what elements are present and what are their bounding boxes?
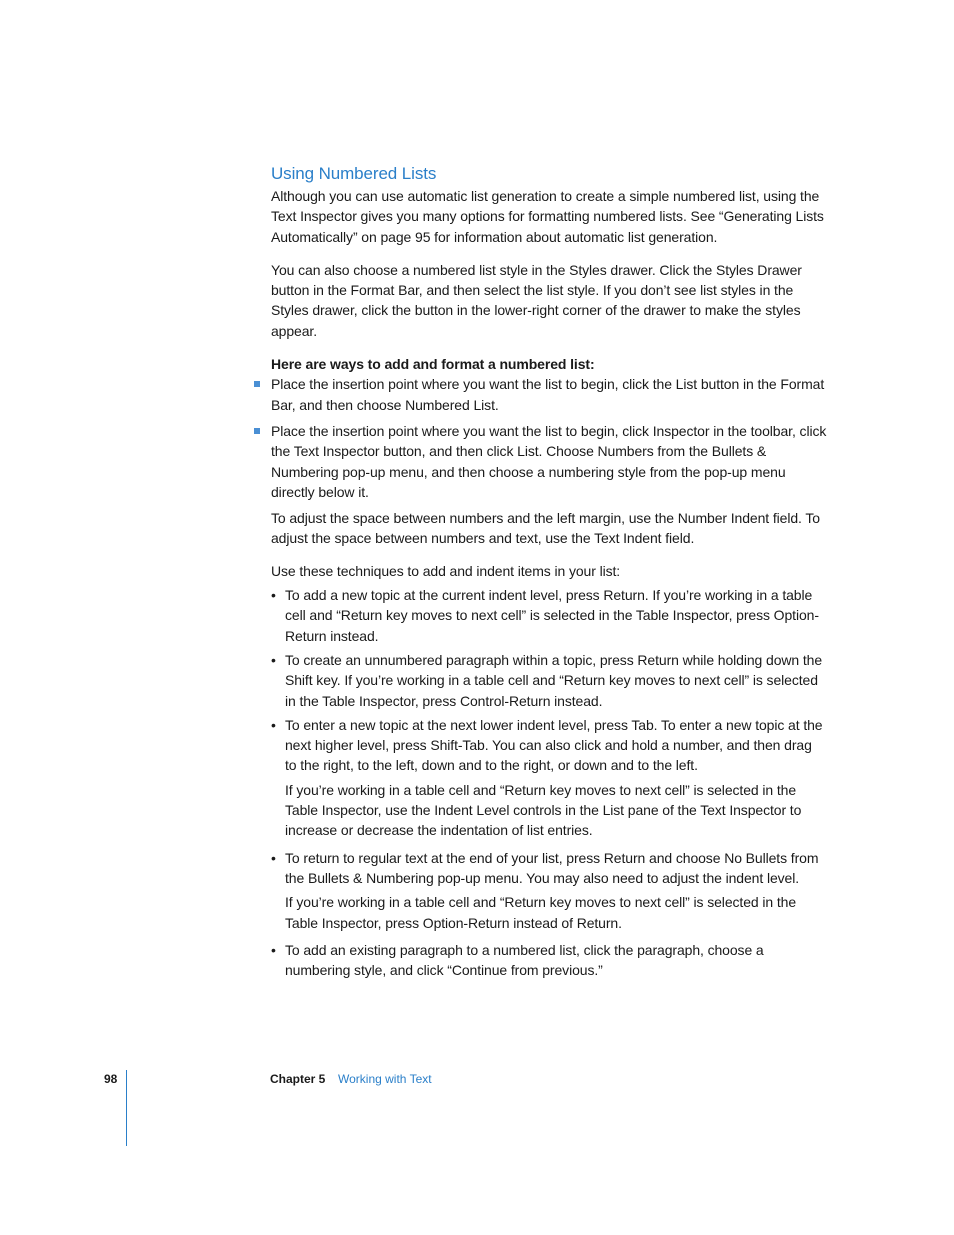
list-item	[271, 421, 827, 502]
list-item	[271, 848, 827, 933]
footer-divider	[126, 1070, 127, 1146]
intro-paragraph: Although you can use automatic list generation to create a simple numbered list, using the Text Inspector gives you many options for formatting numbered lists. See “Generating Lists Automatically” on page 95 for information about automatic list generation.	[271, 188, 824, 245]
list-item-text: To enter a new topic at the next lower indent level, press Tab. To enter a new topic at the next higher level, press Shift-Tab. You can also click and hold a number, and then drag to the right, to the left, down and to the right, or down and to the left.	[285, 716, 823, 774]
bullet-icon: •	[271, 651, 276, 668]
ways-list	[271, 374, 827, 502]
list-item-subparagraph: If you’re working in a table cell and “Return key moves to next cell” is selected in the Table Inspector, use the Indent Level controls in the List pane of the Text Inspector to increase or decrease the indentation of list entries.	[285, 781, 802, 839]
styles-drawer-paragraph: You can also choose a numbered list style in the Styles drawer. Click the Styles Drawer button in the Format Bar, and then select the list style. If you don’t see list styles in the Styles drawer, click the button in the lower-right corner of the drawer to make the styles appear.	[271, 261, 802, 339]
indent-note-paragraph: To adjust the space between numbers and the left margin, use the Number Indent field. To adjust the space between numbers and text, use the Text Indent field.	[271, 510, 820, 547]
page-content	[271, 163, 827, 984]
chapter-label: Chapter 5	[270, 1072, 326, 1086]
list-item-text: To add an existing paragraph to a numbered list, click the paragraph, choose a numbering style, and click “Continue from previous.”	[285, 941, 764, 979]
list-item-text: To add a new topic at the current indent level, press Return. If you’re working in a table cell and “Return key moves to next cell” is selected in the Table Inspector, press Option-Return instead.	[285, 587, 819, 644]
bullet-icon: •	[271, 716, 276, 733]
list-item-text: To return to regular text at the end of your list, press Return and choose No Bullets from the Bullets & Numbering pop-up menu. You may also need to adjust the indent level.	[285, 849, 819, 886]
list-item	[271, 940, 827, 981]
list-item-text: Place the insertion point where you want the list to begin, click the List button in the Format Bar, and then choose Numbered List.	[271, 376, 825, 413]
bullet-icon: •	[271, 587, 276, 604]
bullet-icon: •	[271, 849, 276, 866]
chapter-title: Working with Text	[338, 1072, 432, 1086]
section-heading: Using Numbered Lists	[271, 164, 437, 183]
list-item	[271, 650, 827, 711]
list-item	[271, 585, 827, 646]
list-item	[271, 374, 827, 415]
list-item-subparagraph: If you’re working in a table cell and “Return key moves to next cell” is selected in the Table Inspector, press Option-Return instead of Return.	[285, 894, 797, 931]
ways-lead-in: Here are ways to add and format a numbered list:	[271, 356, 595, 373]
square-bullet-icon	[254, 428, 260, 434]
list-item-text: To create an unnumbered paragraph within a topic, press Return while holding down the Shift key. If you’re working in a table cell and “Return key moves to next cell” is selected in the Table Inspector, press Control-Return instead.	[285, 651, 823, 709]
list-item-text: Place the insertion point where you want the list to begin, click Inspector in the toolbar, click the Text Inspector button, and then click List. Choose Numbers from the Bullets & Numbering pop-up menu, and then choose a numbering style from the pop-up menu directly below it.	[271, 422, 827, 500]
bullet-icon: •	[271, 941, 276, 958]
square-bullet-icon	[254, 381, 260, 387]
techniques-intro: Use these techniques to add and indent items in your list:	[271, 562, 621, 579]
techniques-list	[271, 585, 827, 980]
page-number: 98	[104, 1072, 118, 1086]
list-item	[271, 715, 827, 841]
